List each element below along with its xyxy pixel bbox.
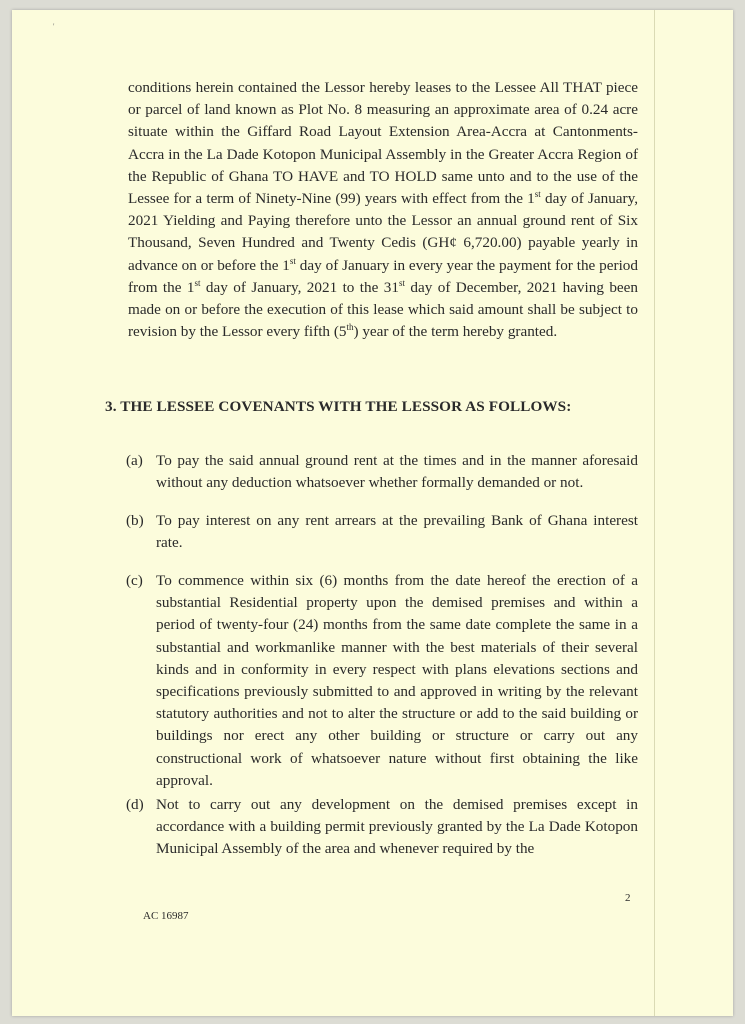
covenant-text: To commence within six (6) months from the date hereof the erection of a substantial Residential property upon the demised premises and within a period of twenty-four (24) months from the same date complete the same in a substantial and workmanlike manner with the best materials of their several kinds and in conformity in every respect with plans elevations sections and specifications previously submitted to and approved in writing by the relevant statutory authorities and not to alter the structure or add to the said building or buildings nor erect any other building or structure or carry out any constructional work of whatsoever nature without first obtaining the like approval. xyxy=(156,572,638,789)
page-number: 2 xyxy=(625,892,631,904)
covenant-item-b xyxy=(126,510,638,554)
covenant-text: To pay interest on any rent arrears at the prevailing Bank of Ghana interest rate. xyxy=(156,512,638,552)
lease-terms-paragraph: conditions herein contained the Lessor hereby leases to the Lessee All THAT piece or parcel of land known as Plot No. 8 measuring an approximate area of 0.24 acre situate within the Giffard Road Layout Extension Area-Accra at Cantonments-Accra in the La Dade Kotopon Municipal Assembly in the Greater Accra Region of the Republic of Ghana TO HAVE and TO HOLD same unto and to the use of the Lessee for a term of Ninety-Nine (99) years with effect from the 1st day of January, 2021 Yielding and Paying therefore unto the Lessor an annual ground rent of Six Thousand, Seven Hundred and Twenty Cedis (GH¢ 6,720.00) payable yearly in advance on or before the 1st day of January in every year the payment for the period from the 1st day of January, 2021 to the 31st day of December, 2021 having been made on or before the execution of this lease which said amount shall be subject to revision by the Lessor every fifth (5th) year of the term hereby granted. xyxy=(128,79,639,341)
covenant-label: (b) xyxy=(126,512,144,529)
covenant-label: (d) xyxy=(126,796,144,813)
document-page xyxy=(12,10,733,1016)
reference-code: AC 16987 xyxy=(143,910,189,922)
covenant-item-a xyxy=(126,450,638,494)
section-heading: 3. THE LESSEE COVENANTS WITH THE LESSOR AS FOLLOWS: xyxy=(105,398,572,415)
covenant-text: Not to carry out any development on the demised premises except in accordance with a building permit previously granted by the La Dade Kotopon Municipal Assembly of the area and whenever required by the xyxy=(156,796,638,858)
stray-mark: ' xyxy=(53,22,55,31)
covenant-text: To pay the said annual ground rent at the times and in the manner aforesaid without any deduction whatsoever whether formally demanded or not. xyxy=(156,452,638,492)
covenant-label: (c) xyxy=(126,572,143,589)
covenant-label: (a) xyxy=(126,452,143,469)
margin-line xyxy=(654,10,655,1016)
covenant-item-c xyxy=(126,570,638,792)
covenant-item-d xyxy=(126,794,638,861)
